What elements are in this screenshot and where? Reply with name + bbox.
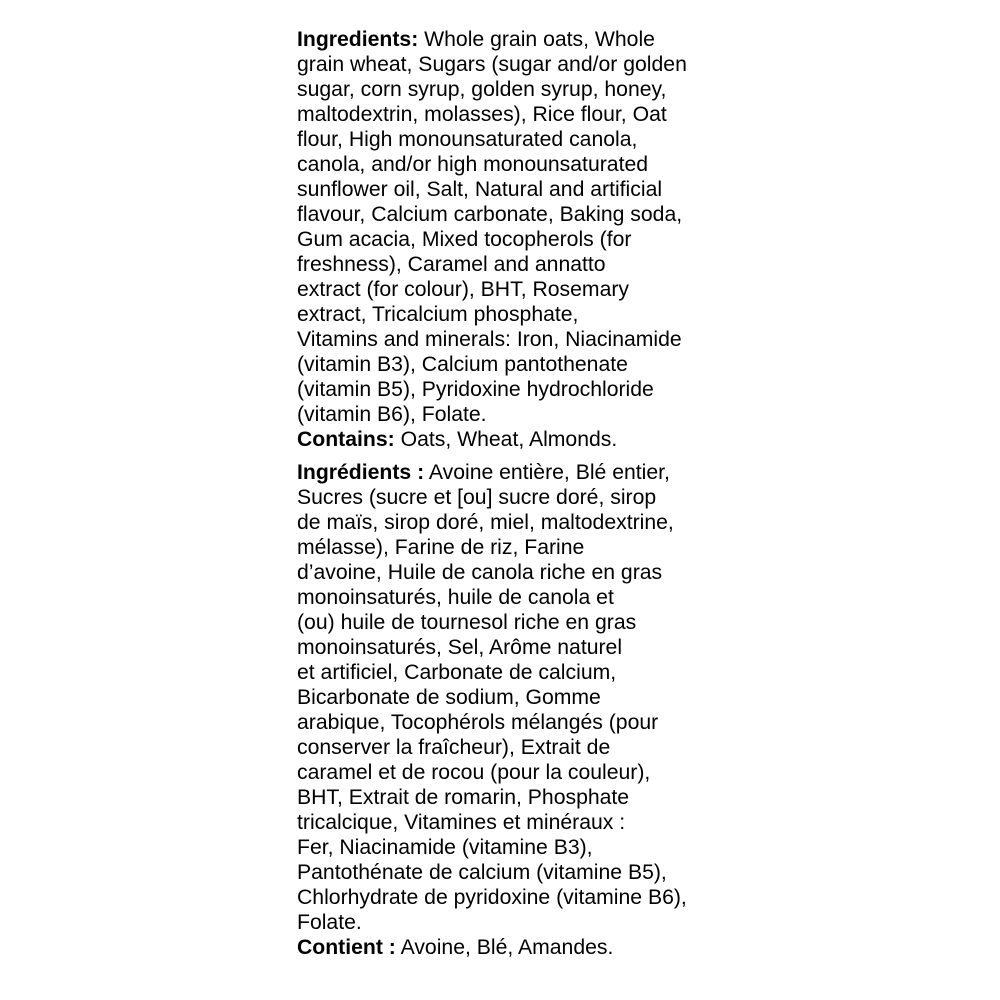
english-ingredients-block: [297, 27, 737, 452]
french-contains-line: [297, 935, 737, 960]
english-ingredients-line: [297, 27, 737, 52]
french-ingredients-line: arabique, Tocophérols mélangés (pour: [297, 711, 659, 734]
english-ingredients-line: freshness), Caramel and annatto: [297, 253, 606, 276]
english-ingredients-line: extract (for colour), BHT, Rosemary: [297, 278, 630, 301]
french-ingredients-block: [297, 460, 737, 960]
french-ingredients-line: Chlorhydrate de pyridoxine (vitamine B6),: [297, 886, 687, 909]
english-ingredients-text: Whole grain oats, Whole: [418, 28, 655, 51]
english-ingredients-line: (vitamin B3), Calcium pantothenate: [297, 353, 628, 376]
french-ingredients-line: et artificiel, Carbonate de calcium,: [297, 661, 617, 684]
french-ingredients-line: Sucres (sucre et [ou] sucre doré, sirop: [297, 486, 657, 509]
english-contains-heading: Contains:: [297, 428, 395, 451]
french-contains-heading: Contient :: [297, 936, 396, 959]
english-ingredients-line: (vitamin B6), Folate.: [297, 403, 487, 426]
french-ingredients-line: BHT, Extrait de romarin, Phosphate: [297, 786, 630, 809]
english-ingredients-line: (vitamin B5), Pyridoxine hydrochloride: [297, 378, 654, 401]
french-ingredients-line: Pantothénate de calcium (vitamine B5),: [297, 861, 667, 884]
french-ingredients-line: conserver la fraîcheur), Extrait de: [297, 736, 611, 759]
french-contains-text: Avoine, Blé, Amandes.: [395, 936, 614, 959]
english-ingredients-line: sugar, corn syrup, golden syrup, honey,: [297, 78, 667, 101]
french-ingredients-line: mélasse), Farine de riz, Farine: [297, 536, 585, 559]
french-ingredients-line: tricalcique, Vitamines et minéraux :: [297, 811, 626, 834]
english-ingredients-line: sunflower oil, Salt, Natural and artificial: [297, 178, 663, 201]
english-ingredients-line: flour, High monounsaturated canola,: [297, 128, 638, 151]
french-ingredients-line: monoinsaturés, Sel, Arôme naturel: [297, 636, 623, 659]
ingredients-label: [297, 27, 737, 960]
french-ingredients-line: caramel et de rocou (pour la couleur),: [297, 761, 651, 784]
english-contains-line: [297, 427, 737, 452]
french-ingredients-line: (ou) huile de tournesol riche en gras: [297, 611, 637, 634]
french-ingredients-line: Folate.: [297, 911, 362, 934]
french-ingredients-text: Avoine entière, Blé entier,: [424, 461, 670, 484]
english-ingredients-heading: Ingredients:: [297, 28, 419, 51]
english-ingredients-line: Gum acacia, Mixed tocopherols (for: [297, 228, 632, 251]
french-ingredients-line: de maïs, sirop doré, miel, maltodextrine,: [297, 511, 674, 534]
english-ingredients-line: extract, Tricalcium phosphate,: [297, 303, 579, 326]
english-ingredients-line: grain wheat, Sugars (sugar and/or golden: [297, 53, 687, 76]
english-ingredients-line: flavour, Calcium carbonate, Baking soda,: [297, 203, 683, 226]
french-ingredients-line: d’avoine, Huile de canola riche en gras: [297, 561, 663, 584]
french-ingredients-line: monoinsaturés, huile de canola et: [297, 586, 614, 609]
french-ingredients-line: [297, 460, 737, 485]
french-ingredients-line: Bicarbonate de sodium, Gomme: [297, 686, 601, 709]
english-contains-text: Oats, Wheat, Almonds.: [394, 428, 618, 451]
english-ingredients-line: maltodextrin, molasses), Rice flour, Oat: [297, 103, 667, 126]
english-ingredients-line: Vitamins and minerals: Iron, Niacinamide: [297, 328, 682, 351]
english-ingredients-line: canola, and/or high monounsaturated: [297, 153, 649, 176]
french-ingredients-heading: Ingrédients :: [297, 461, 425, 484]
french-ingredients-line: Fer, Niacinamide (vitamine B3),: [297, 836, 593, 859]
